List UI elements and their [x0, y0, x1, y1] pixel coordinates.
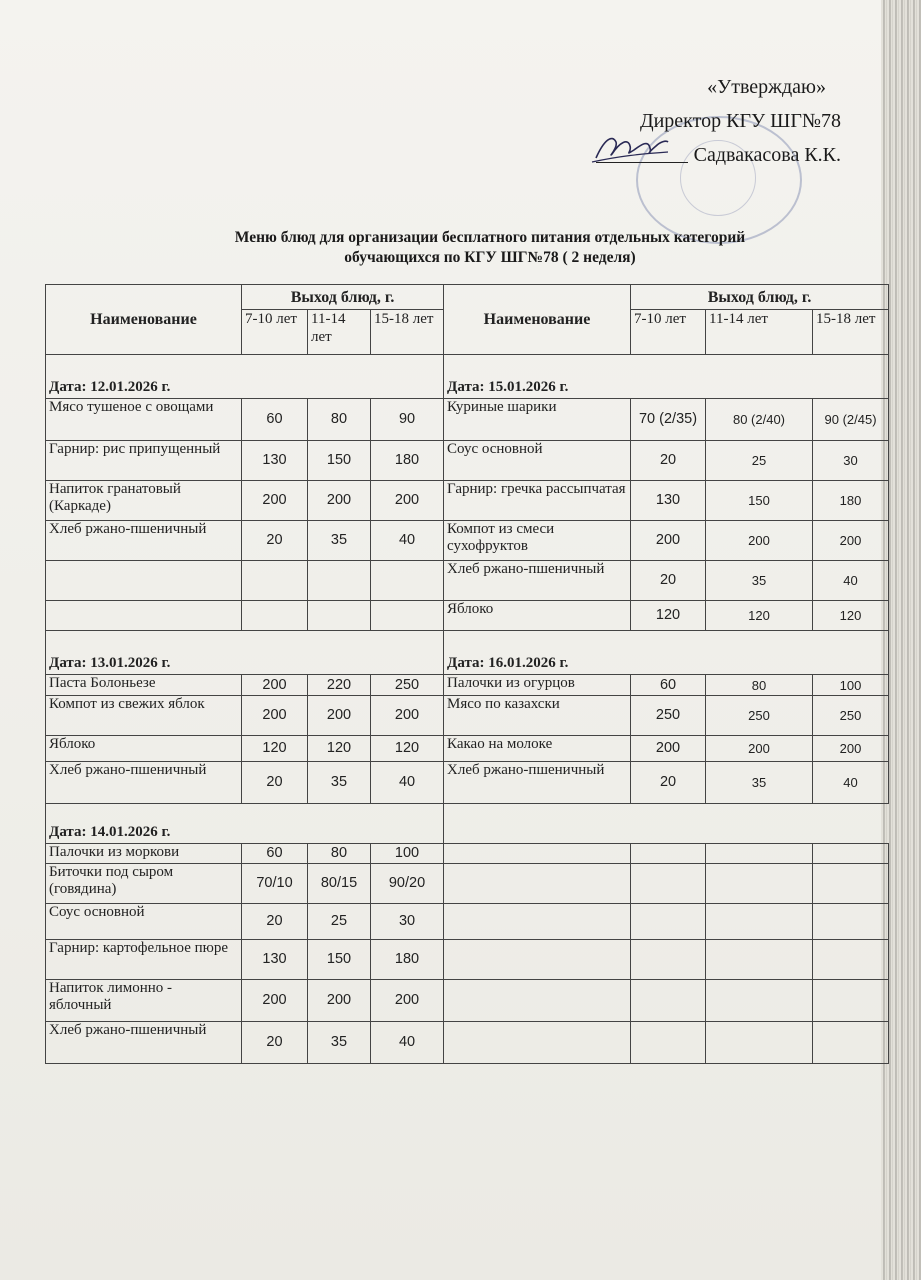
- table-row: [46, 762, 889, 804]
- table-row: [46, 441, 889, 481]
- dish-output-value: 150: [706, 481, 813, 521]
- table-row: [46, 1022, 889, 1064]
- blank-area: [444, 804, 889, 844]
- dish-output-value: 40: [813, 762, 889, 804]
- dish-output-value: 40: [371, 762, 444, 804]
- menu-table: [45, 284, 889, 1064]
- dish-output-value: 180: [371, 940, 444, 980]
- dish-output-value: 30: [371, 904, 444, 940]
- header-name: Наименование: [444, 285, 631, 355]
- empty-cell: [813, 940, 889, 980]
- dish-output-value: 200: [813, 736, 889, 762]
- dish-name: Паста Болоньезе: [46, 675, 242, 696]
- dish-output-value: 120: [242, 736, 308, 762]
- empty-cell: [308, 561, 371, 601]
- dish-output-value: 250: [371, 675, 444, 696]
- dish-output-value: 200: [308, 696, 371, 736]
- dish-name: Напиток лимонно - яблочный: [46, 980, 242, 1022]
- dish-output-value: 150: [308, 441, 371, 481]
- date-cell: Дата: 13.01.2026 г.: [46, 631, 444, 675]
- dish-name: Яблоко: [46, 736, 242, 762]
- empty-cell: [631, 1022, 706, 1064]
- dish-output-value: 20: [631, 762, 706, 804]
- dish-output-value: 200: [706, 736, 813, 762]
- dish-output-value: 180: [371, 441, 444, 481]
- dish-output-value: 120: [308, 736, 371, 762]
- header-output: Выход блюд, г.: [242, 285, 444, 310]
- dish-output-value: 90/20: [371, 864, 444, 904]
- empty-cell: [631, 904, 706, 940]
- dish-output-value: 60: [631, 675, 706, 696]
- dish-output-value: 35: [706, 561, 813, 601]
- approval-heading: «Утверждаю»: [707, 76, 826, 98]
- dish-output-value: 35: [308, 1022, 371, 1064]
- dish-output-value: 80/15: [308, 864, 371, 904]
- dish-name: Мясо по казахски: [444, 696, 631, 736]
- dish-output-value: 90 (2/45): [813, 399, 889, 441]
- dish-output-value: 200: [631, 736, 706, 762]
- dish-name: Гарнир: рис припущенный: [46, 441, 242, 481]
- empty-cell: [444, 844, 631, 864]
- dish-output-value: 250: [706, 696, 813, 736]
- approval-signer: Садвакасова К.К.: [693, 144, 841, 166]
- table-row: [46, 804, 889, 844]
- dish-name: Хлеб ржано-пшеничный: [46, 1022, 242, 1064]
- dish-output-value: 80: [308, 399, 371, 441]
- table-row: [46, 844, 889, 864]
- dish-output-value: 220: [308, 675, 371, 696]
- dish-name: Палочки из огурцов: [444, 675, 631, 696]
- dish-output-value: 25: [706, 441, 813, 481]
- header-age: 7-10 лет: [242, 310, 308, 355]
- dish-output-value: 200: [242, 481, 308, 521]
- empty-cell: [813, 864, 889, 904]
- dish-output-value: 20: [631, 561, 706, 601]
- dish-name: Гарнир: картофельное пюре: [46, 940, 242, 980]
- table-row: [46, 904, 889, 940]
- dish-output-value: 120: [631, 601, 706, 631]
- dish-output-value: 130: [242, 441, 308, 481]
- header-age: 7-10 лет: [631, 310, 706, 355]
- empty-cell: [631, 844, 706, 864]
- empty-cell: [631, 864, 706, 904]
- empty-cell: [444, 864, 631, 904]
- dish-output-value: 90: [371, 399, 444, 441]
- dish-output-value: 200: [371, 696, 444, 736]
- empty-cell: [706, 904, 813, 940]
- table-row: [46, 481, 889, 521]
- date-cell: Дата: 14.01.2026 г.: [46, 804, 444, 844]
- empty-cell: [813, 844, 889, 864]
- table-row: [46, 864, 889, 904]
- dish-output-value: 130: [242, 940, 308, 980]
- dish-name: Хлеб ржано-пшеничный: [444, 561, 631, 601]
- table-row: [46, 675, 889, 696]
- date-cell: Дата: 12.01.2026 г.: [46, 355, 444, 399]
- empty-cell: [631, 940, 706, 980]
- dish-output-value: 70 (2/35): [631, 399, 706, 441]
- header-output: Выход блюд, г.: [631, 285, 889, 310]
- dish-output-value: 20: [631, 441, 706, 481]
- dish-output-value: 200: [242, 675, 308, 696]
- table-row: [46, 940, 889, 980]
- dish-output-value: 25: [308, 904, 371, 940]
- dish-name: Палочки из моркови: [46, 844, 242, 864]
- dish-name: Мясо тушеное с овощами: [46, 399, 242, 441]
- handwritten-signature: [590, 128, 670, 168]
- empty-cell: [706, 980, 813, 1022]
- table-header-row: [46, 285, 889, 310]
- title-line-2: обучающихся по КГУ ШГ№78 ( 2 неделя): [344, 249, 636, 266]
- empty-cell: [242, 601, 308, 631]
- dish-output-value: 80: [308, 844, 371, 864]
- dish-output-value: 60: [242, 399, 308, 441]
- dish-name: Куриные шарики: [444, 399, 631, 441]
- empty-cell: [444, 940, 631, 980]
- dish-output-value: 120: [813, 601, 889, 631]
- table-row: [46, 521, 889, 561]
- dish-output-value: 120: [371, 736, 444, 762]
- empty-cell: [706, 1022, 813, 1064]
- empty-cell: [371, 601, 444, 631]
- dish-output-value: 200: [242, 696, 308, 736]
- dish-output-value: 150: [308, 940, 371, 980]
- dish-output-value: 200: [308, 481, 371, 521]
- dish-output-value: 20: [242, 1022, 308, 1064]
- dish-output-value: 200: [706, 521, 813, 561]
- dish-output-value: 30: [813, 441, 889, 481]
- empty-cell: [308, 601, 371, 631]
- dish-output-value: 120: [706, 601, 813, 631]
- table-row: [46, 399, 889, 441]
- empty-cell: [444, 1022, 631, 1064]
- dish-output-value: 40: [371, 1022, 444, 1064]
- dish-name: Хлеб ржано-пшеничный: [46, 762, 242, 804]
- dish-name: Компот из смеси сухофруктов: [444, 521, 631, 561]
- dish-output-value: 200: [813, 521, 889, 561]
- dish-name: Гарнир: гречка рассыпчатая: [444, 481, 631, 521]
- dish-name: Соус основной: [46, 904, 242, 940]
- empty-cell: [706, 940, 813, 980]
- dish-name: Компот из свежих яблок: [46, 696, 242, 736]
- dish-output-value: 200: [308, 980, 371, 1022]
- dish-output-value: 200: [631, 521, 706, 561]
- empty-cell: [46, 561, 242, 601]
- dish-output-value: 20: [242, 762, 308, 804]
- dish-output-value: 130: [631, 481, 706, 521]
- empty-cell: [444, 904, 631, 940]
- dish-output-value: 100: [371, 844, 444, 864]
- dish-output-value: 35: [308, 762, 371, 804]
- empty-cell: [242, 561, 308, 601]
- dish-name: Яблоко: [444, 601, 631, 631]
- header-name: Наименование: [46, 285, 242, 355]
- dish-output-value: 100: [813, 675, 889, 696]
- dish-name: Какао на молоке: [444, 736, 631, 762]
- dish-name: Соус основной: [444, 441, 631, 481]
- dish-output-value: 40: [813, 561, 889, 601]
- dish-name: Напиток гранатовый (Каркаде): [46, 481, 242, 521]
- dish-output-value: 20: [242, 521, 308, 561]
- dish-output-value: 35: [706, 762, 813, 804]
- header-age: 15-18 лет: [813, 310, 889, 355]
- dish-output-value: 80 (2/40): [706, 399, 813, 441]
- dish-output-value: 40: [371, 521, 444, 561]
- approval-position: Директор КГУ ШГ№78: [639, 110, 841, 132]
- empty-cell: [706, 844, 813, 864]
- dish-output-value: 250: [631, 696, 706, 736]
- dish-name: Хлеб ржано-пшеничный: [444, 762, 631, 804]
- table-row: [46, 561, 889, 601]
- date-cell: Дата: 15.01.2026 г.: [444, 355, 889, 399]
- table-row: [46, 696, 889, 736]
- dish-output-value: 35: [308, 521, 371, 561]
- dish-output-value: 20: [242, 904, 308, 940]
- empty-cell: [631, 980, 706, 1022]
- dish-output-value: 200: [371, 980, 444, 1022]
- header-age: 11-14 лет: [308, 310, 371, 355]
- empty-cell: [813, 980, 889, 1022]
- header-age: 11-14 лет: [706, 310, 813, 355]
- empty-cell: [46, 601, 242, 631]
- dish-output-value: 250: [813, 696, 889, 736]
- table-row: [46, 601, 889, 631]
- dish-output-value: 80: [706, 675, 813, 696]
- dish-output-value: 200: [371, 481, 444, 521]
- dish-output-value: 60: [242, 844, 308, 864]
- empty-cell: [706, 864, 813, 904]
- table-row: [46, 980, 889, 1022]
- document-title: [140, 228, 840, 268]
- empty-cell: [371, 561, 444, 601]
- table-row: [46, 631, 889, 675]
- dish-output-value: 70/10: [242, 864, 308, 904]
- dish-output-value: 180: [813, 481, 889, 521]
- empty-cell: [444, 980, 631, 1022]
- dish-name: Биточки под сыром (говядина): [46, 864, 242, 904]
- empty-cell: [813, 1022, 889, 1064]
- dish-output-value: 200: [242, 980, 308, 1022]
- dish-name: Хлеб ржано-пшеничный: [46, 521, 242, 561]
- empty-cell: [813, 904, 889, 940]
- header-age: 15-18 лет: [371, 310, 444, 355]
- date-cell: Дата: 16.01.2026 г.: [444, 631, 889, 675]
- title-line-1: Меню блюд для организации бесплатного питания отдельных категорий: [234, 229, 746, 246]
- table-row: [46, 355, 889, 399]
- table-row: [46, 736, 889, 762]
